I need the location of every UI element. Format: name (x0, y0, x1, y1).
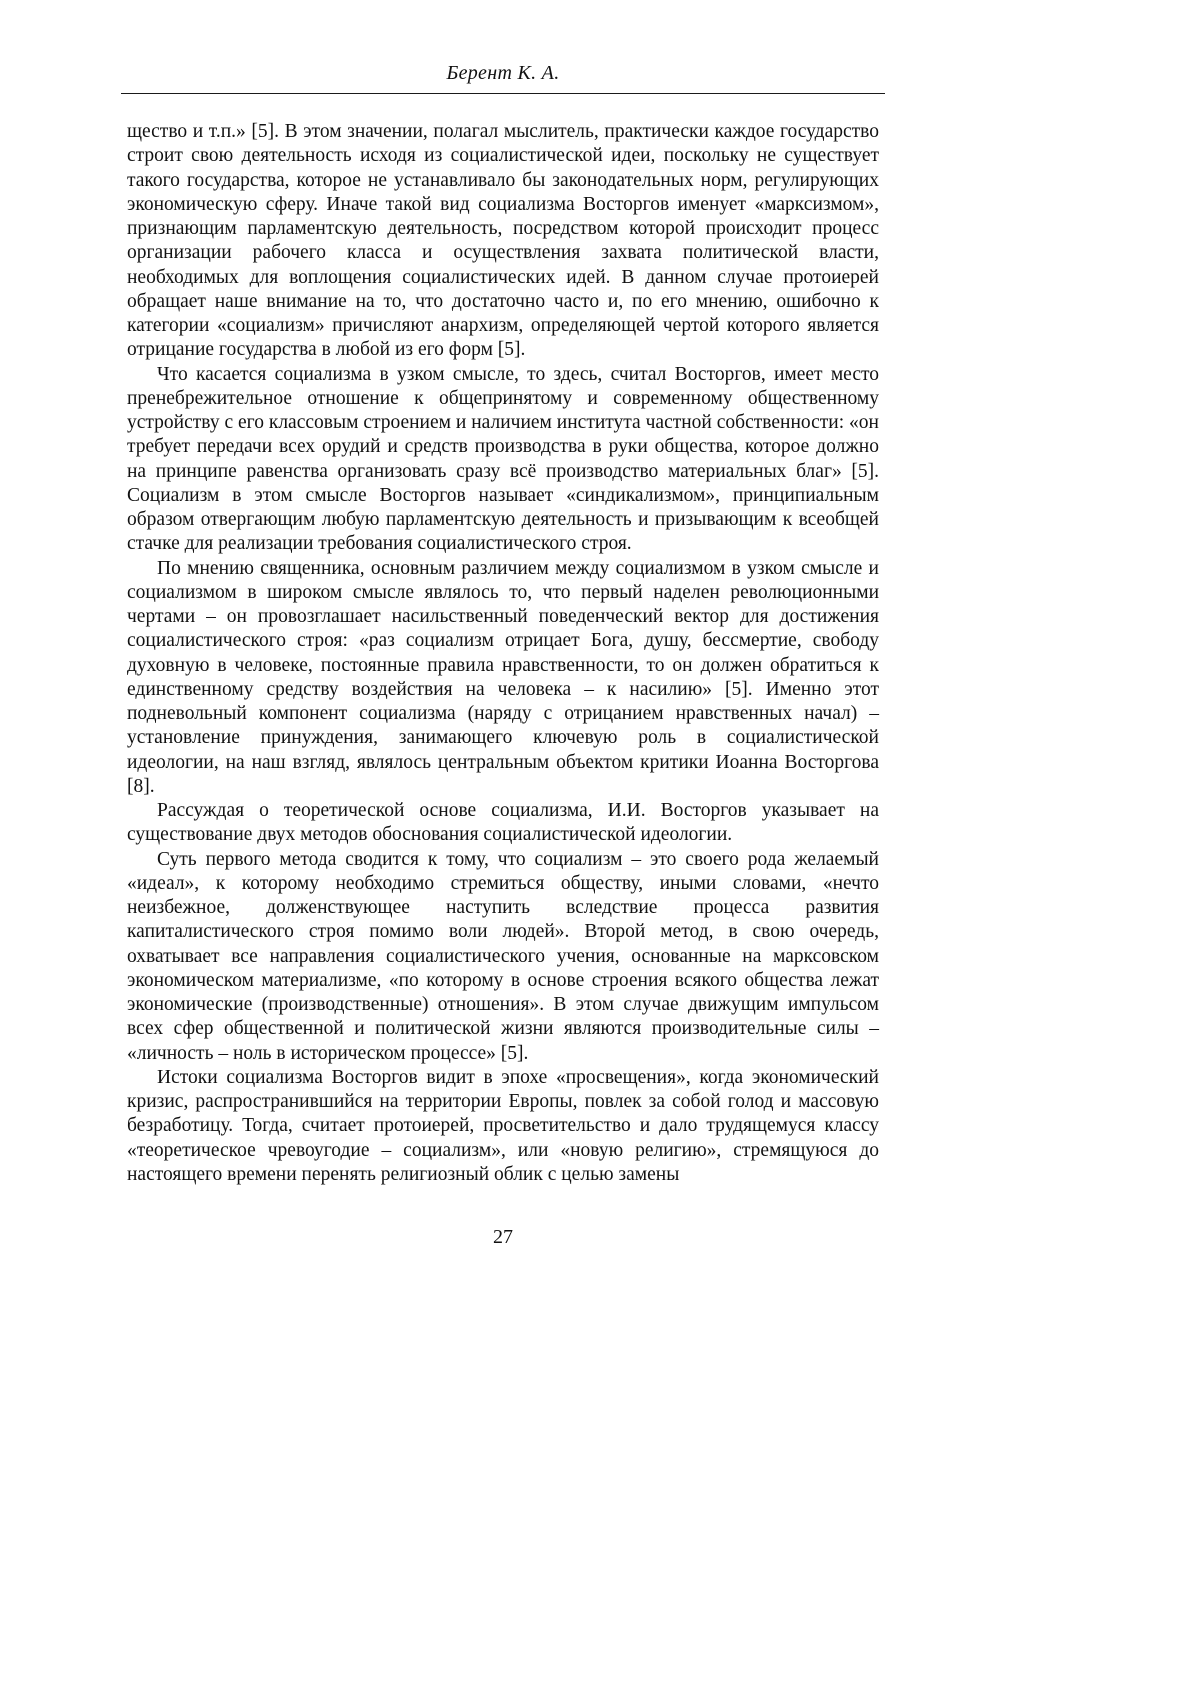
paragraph: По мнению священника, основным различием между социализмом в узком смысле и социализмом в широком смысле являлось то, что первый наделен революционными чертами – он провозглашает насильственный поведенческий вектор для достижения социалистического строя: «раз социализм отрицает Бога, душу, бессмертие, свободу духовную в человеке, постоянные правила нравственности, то он должен обратиться к единственному средству воздействия на человека – к насилию» [5]. Именно этот подневольный компонент социализма (наряду с отрицанием нравственных начал) – установление принуждения, занимающего ключевую роль в социалистической идеологии, на наш взгляд, являлось центральным объектом критики Иоанна Восторгова [8]. (127, 557, 879, 797)
page-number: 27 (493, 1226, 513, 1248)
paragraph: Что касается социализма в узком смысле, то здесь, считал Восторгов, имеет место пренебрежительное отношение к общепринятому и современному общественному устройству с его классовым строением и наличием института частной собственности: «он требует передачи всех орудий и средств производства в руки общества, которое должно на принципе равенства организовать сразу всё производство материальных благ» [5]. Социализм в этом смысле Восторгов называет «синдикализмом», принципиальным образом отвергающим любую парламентскую деятельность и призывающим к всеобщей стачке для реализации требования социалистического строя. (127, 363, 879, 555)
paragraph: щество и т.п.» [5]. В этом значении, полагал мыслитель, практически каждое государство строит свою деятельность исходя из социалистической идеи, поскольку не существует такого государства, которое не устанавливало бы законодательных норм, регулирующих экономическую сферу. Иначе такой вид социализма Восторгов именует «марксизмом», признающим парламентскую деятельность, посредством которой происходит процесс организации рабочего класса и осуществления захвата политической власти, необходимых для воплощения социалистических идей. В данном случае протоиерей обращает наше внимание на то, что достаточно часто и, по его мнению, ошибочно к категории «социализм» причисляют анархизм, определяющей чертой которого является отрицание государства в любой из его форм [5]. (127, 121, 879, 361)
paragraph: Суть первого метода сводится к тому, что социализм – это своего рода желаемый «идеал», к которому необходимо стремиться обществу, иными словами, «нечто неизбежное, долженствующее наступить вследствие процесса развития капиталистического строя помимо воли людей». Второй метод, в свою очередь, охватывает все направления социалистического учения, основанные на марксовском экономическом материализме, «по которому в основе строения всякого общества лежат экономические (производственные) отношения». В этом случае движущим импульсом всех сфер общественной и политической жизни являются производительные силы – «личность – ноль в историческом процессе» [5]. (127, 848, 879, 1064)
paragraph: Рассуждая о теоретической основе социализма, И.И. Восторгов указывает на существование двух методов обоснования социалистической идеологии. (127, 800, 879, 846)
running-header: Берент К. А. (446, 62, 560, 84)
header-rule (121, 93, 885, 94)
body-text (127, 120, 879, 1187)
paragraph: Истоки социализма Восторгов видит в эпохе «просвещения», когда экономический кризис, распространившийся на территории Европы, повлек за собой голод и массовую безработицу. Тогда, считает протоиерей, просветительство и дало трудящемуся классу «теоретическое чревоугодие – социализм», или «новую религию», стремящуюся до настоящего времени перенять религиозный облик с целью замены (127, 1066, 879, 1185)
page-content (127, 60, 879, 1187)
